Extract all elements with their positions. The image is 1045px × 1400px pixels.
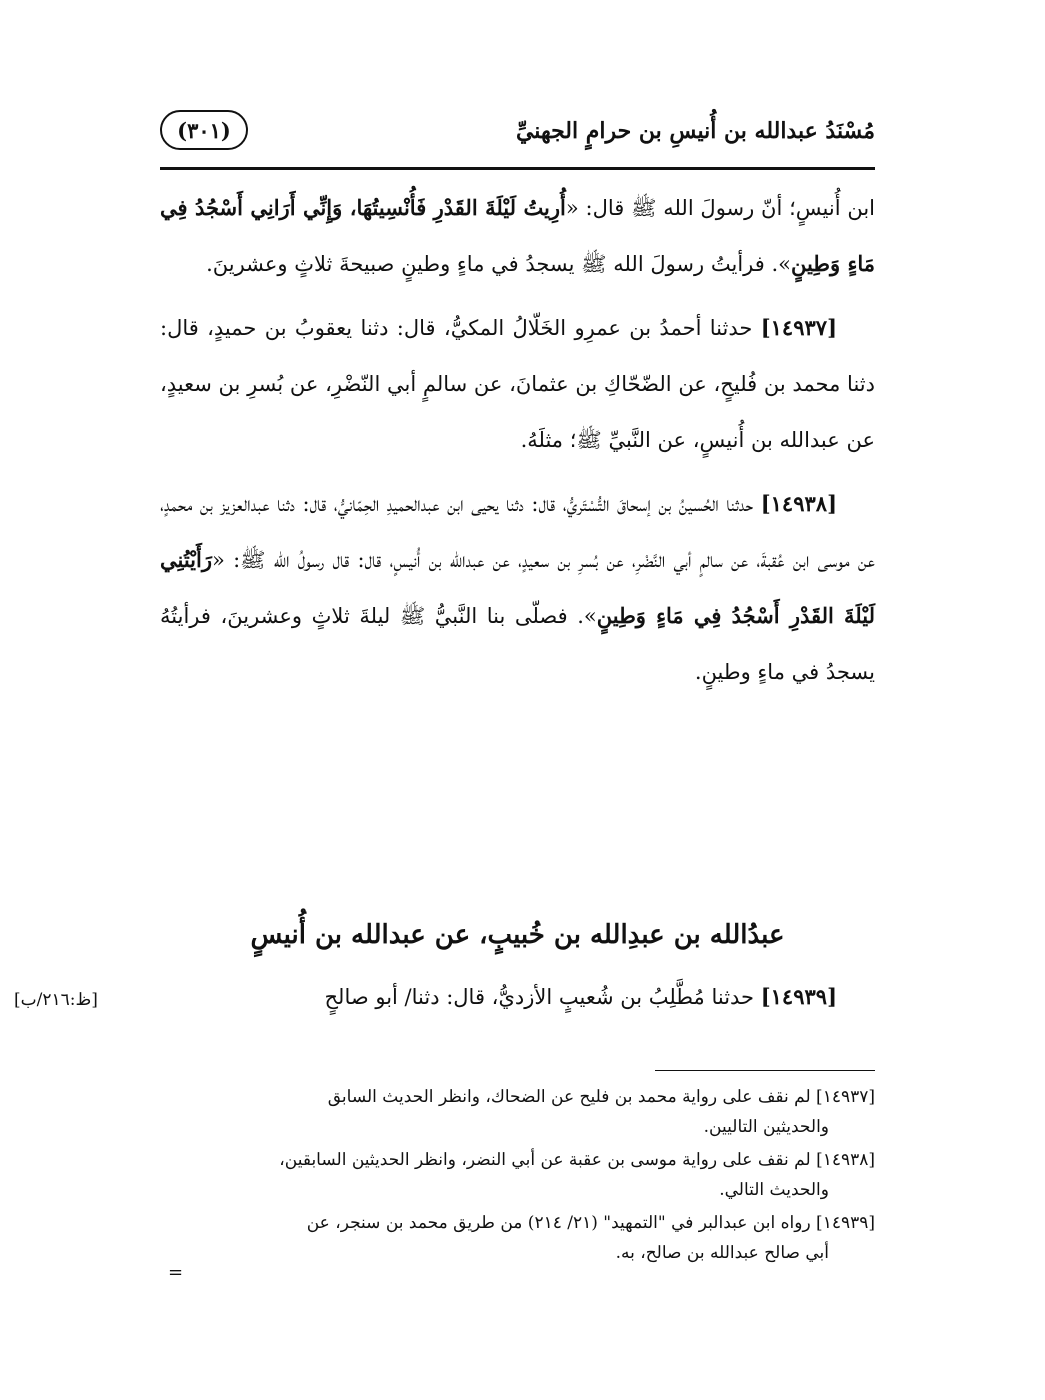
hadith-number: [١٤٩٣٨] xyxy=(760,491,837,516)
footnotes xyxy=(160,1082,875,1271)
footnote-line: والحديث التالي. xyxy=(719,1180,829,1200)
header-rule xyxy=(160,167,875,170)
footnote-line: والحديثين التاليين. xyxy=(703,1117,829,1137)
running-head: مُسْنَدُ عبدالله بن أُنيسِ بن حرامٍ الجهنيِّ xyxy=(515,118,875,144)
page-number: (٣٠١) xyxy=(160,110,248,150)
text-run: حدثنا الحُسينُ بن إسحاقَ التُّسْتَريُّ، قال: دثنا يحيى ابن عبدالحميدِ الحِمّانيُّ، قال: دثنا عبدالعزيز بن محمدٍ، عن موسى ابن عُقبةَ، عن سالمٍ أبي النَّضْرِ، عن بُسرِ بن سعيدٍ، عن عبدالله بن أُنيسٍ، قال: قال رسولُ الله ﷺ: « xyxy=(160,492,875,572)
page-header xyxy=(160,110,875,160)
footnote-line: [١٤٩٣٨] لم نقف على رواية موسى بن عقبة عن أبي النضر، وانظر الحديثين السابقين، xyxy=(279,1150,875,1170)
text-run: ». فرأيتُ رسولَ الله ﷺ يسجدُ في ماءٍ وطينٍ صبيحةَ ثلاثٍ وعشرينَ. xyxy=(206,252,791,276)
paragraph-hadith-14939 xyxy=(160,984,875,1009)
section-heading: عبدُالله بن عبدِالله بن خُبيبٍ، عن عبدالله بن أُنيسٍ xyxy=(250,920,785,950)
hadith-quote: رَأَيْتُنِي لَيْلَةَ القَدْرِ أَسْجُدُ فِي مَاءٍ وَطِينٍ xyxy=(160,547,875,628)
footnote xyxy=(160,1082,875,1142)
text-run: ابن أُنيسٍ؛ أنّ رسولَ الله ﷺ قال: « xyxy=(565,196,875,220)
footnote-line: أبي صالح عبدالله بن صالح، به. xyxy=(615,1243,829,1263)
hadith-quote: أُرِيتُ لَيْلَةَ القَدْرِ فَأُنْسِيتُهَا، وَإِنِّي أَرَانِي أَسْجُدُ فِي مَاءٍ وَطِينٍ xyxy=(160,195,875,276)
paragraph-hadith-14937 xyxy=(160,300,875,468)
text-run: حدثنا أحمدُ بن عمرِو الخَلّالُ المكيُّ، قال: دثنا يعقوبُ بن حميدٍ، قال: دثنا محمد بن فُليحٍ، عن الضّحّاكِ بن عثمانَ، عن سالمٍ أبي النّضْرِ، عن بُسرِ بن سعيدٍ، عن عبدالله بن أُنيسٍ، عن النَّبيِّ ﷺ؛ مثلَهُ. xyxy=(160,316,875,452)
hadith-number: [١٤٩٣٩] xyxy=(760,984,837,1009)
footnote-line: [١٤٩٣٩] رواه ابن عبدالبر في "التمهيد" (٢١/ ٢١٤) من طريق محمد بن سنجر، عن xyxy=(306,1213,875,1233)
footnote-rule xyxy=(655,1070,875,1071)
paragraph-continuation xyxy=(160,180,875,292)
footnote xyxy=(160,1208,875,1268)
footnote xyxy=(160,1145,875,1205)
paragraph-hadith-14938 xyxy=(160,476,875,700)
main-text xyxy=(160,180,875,708)
manuscript-margin-note: [ظ:٢١٦/ب] xyxy=(14,990,98,1010)
footnote-line: [١٤٩٣٧] لم نقف على رواية محمد بن فليح عن الضحاك، وانظر الحديث السابق xyxy=(327,1087,875,1107)
hadith-number: [١٤٩٣٧] xyxy=(760,315,837,340)
continuation-mark: = xyxy=(168,1262,184,1283)
text-run: ». فصلّى بنا النَّبيُّ ﷺ ليلةَ ثلاثٍ وعشرينَ، فرأيتُهُ يسجدُ في ماءٍ وطينٍ. xyxy=(160,604,875,684)
text-run: حدثنا مُطَّلِبُ بن شُعيبٍ الأزديُّ، قال: دثنا/ أبو صالحٍ xyxy=(324,985,761,1009)
